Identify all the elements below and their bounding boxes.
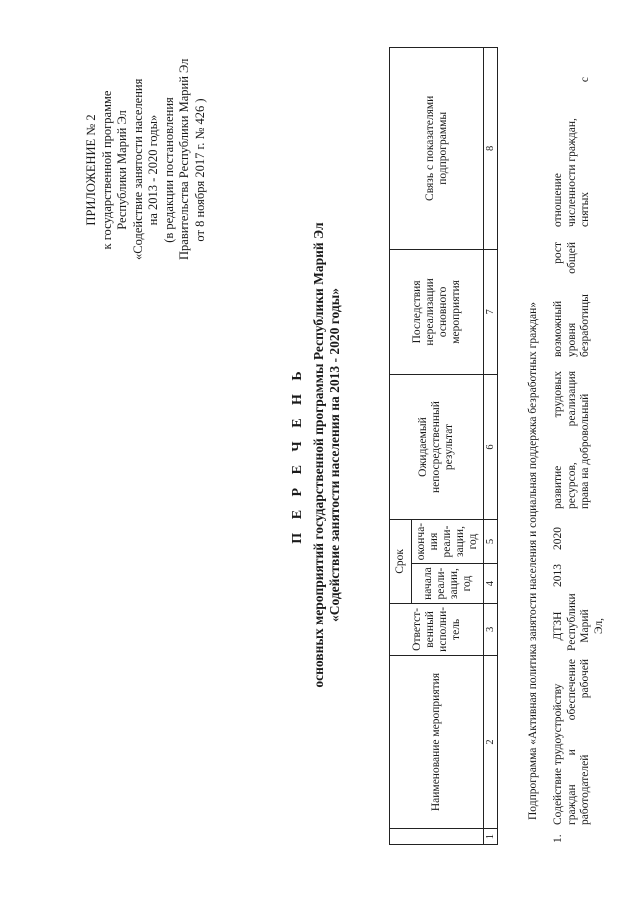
appendix-line: Правительства Республики Марий Эл (177, 58, 191, 260)
header-consequences (390, 249, 484, 375)
appendix-line: к государственной программе (99, 90, 114, 250)
row-name (552, 659, 593, 825)
row-consequences (552, 242, 593, 357)
header-end (412, 519, 484, 563)
appendix-line: на 2013 - 2020 годы» (146, 114, 160, 226)
column-number: 3 (484, 603, 498, 655)
measures-table (389, 47, 498, 845)
row-executor-line: Марий Эл, (579, 609, 605, 643)
document-title (290, 155, 343, 755)
column-number: 2 (484, 655, 498, 828)
header-result (390, 375, 484, 520)
header-link-text: Связь с показателями подпрограммы (423, 95, 449, 201)
title-line-2: «Содействие занятости населения на 2013 - 2020 годы» (327, 287, 342, 623)
header-executor (390, 603, 484, 655)
row-executor-line: Республики (565, 593, 578, 651)
header-start (412, 564, 484, 604)
header-executor-text: Ответст- венный исполни- тель (410, 606, 462, 652)
row-link-line: снятых с (579, 77, 591, 227)
row-executor-line: ДТЗН (552, 611, 564, 641)
column-number: 8 (484, 48, 498, 250)
row-result-line: права на добровольный (579, 393, 591, 509)
row-consequences-line: возможный рост (552, 242, 564, 357)
row-name-line: Содействие трудоустройству (552, 683, 564, 825)
appendix-line: «Содействие занятости населения (130, 78, 145, 260)
row-link-line: численности граждан, (565, 118, 578, 227)
row-end-year: 2020 (552, 527, 564, 550)
appendix-line: Республики Марий Эл (115, 110, 129, 230)
row-executor (552, 593, 606, 651)
row-result (552, 371, 593, 509)
appendix-line: ПРИЛОЖЕНИЕ № 2 (84, 114, 98, 226)
appendix-line: от 8 ноября 2017 г. № 426 ) (192, 98, 207, 242)
row-name-line: работодателей рабочей (579, 659, 591, 825)
appendix-block (84, 58, 208, 260)
row-result-line: развитие трудовых (552, 371, 564, 509)
header-start-text: начала реали- зации, год (421, 567, 473, 600)
header-name: Наименование мероприятия (390, 655, 484, 828)
row-result-line: ресурсов, реализация (565, 371, 578, 509)
row-name-line: граждан и обеспечение (565, 659, 578, 825)
row-link-line: отношение (552, 173, 564, 227)
header-consequences-text: Последствия нереализации основного мероприятия (410, 278, 462, 346)
row-number: 1. (552, 834, 564, 843)
header-num-cell (390, 829, 484, 845)
title-line-1: основных мероприятий государственной программы Республики Марий Эл (311, 222, 326, 688)
appendix-line: (в редакции постановления (161, 97, 176, 243)
header-end-text: оконча- ния реали- зации, год (415, 522, 479, 561)
header-result-text: Ожидаемый непосредственный результат (417, 401, 455, 493)
row-link (552, 77, 593, 227)
column-number: 4 (484, 564, 498, 604)
row-start-year: 2013 (552, 564, 564, 587)
title-heading: П Е Р Е Ч Е Н Ь (290, 366, 305, 544)
column-number: 6 (484, 375, 498, 520)
column-number: 7 (484, 249, 498, 375)
row-consequences-line: уровня общей (565, 242, 578, 357)
header-term: Срок (390, 519, 412, 603)
subprogram-title: Подпрограмма «Активная политика занятости населения и социальная поддержка безработных граждан» (527, 301, 539, 820)
row-consequences-line: безработицы (579, 294, 591, 357)
column-number: 5 (484, 519, 498, 563)
header-link (390, 48, 484, 250)
column-number: 1 (484, 829, 498, 845)
